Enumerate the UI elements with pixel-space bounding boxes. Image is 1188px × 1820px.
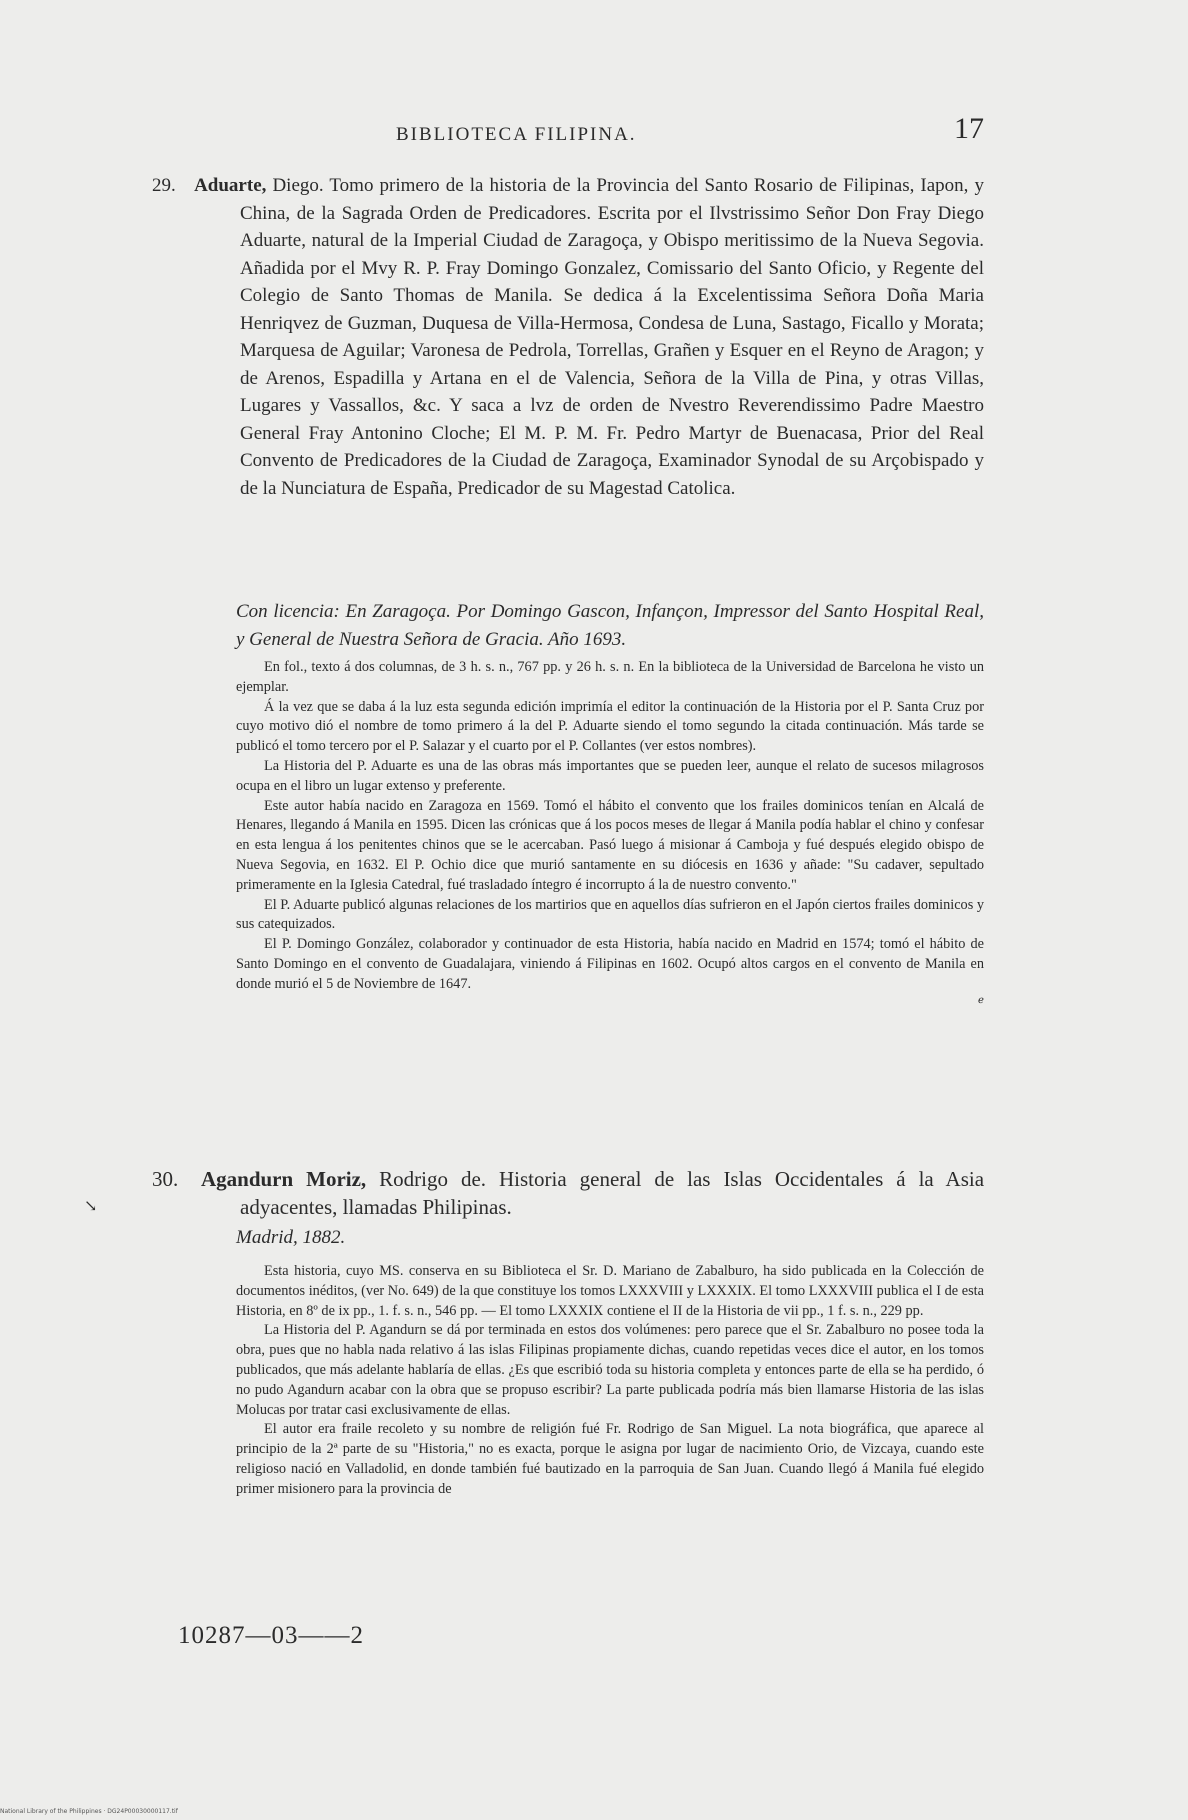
entry-29-imprint: Con licencia: En Zaragoça. Por Domingo Gascon, Infançon, Impressor del Santo Hospital Real, y General de Nuestra Señora de Gracia. Año 1693. bbox=[236, 601, 984, 650]
entry-30-notes bbox=[236, 1262, 984, 1500]
entry-29-notes bbox=[236, 658, 984, 995]
scan-credit: National Library of the Philippines · DG24P00030000117.tif bbox=[0, 1808, 178, 1815]
entry-29-note: Á la vez que se daba á la luz esta segunda edición imprimía el editor la continuación de la Historia por el P. Santa Cruz por cuyo motivo dió el nombre de tomo primero á la del P. Aduarte siendo el tomo segundo la citada continuación. Más tarde se publicó el tomo tercero por el P. Salazar y el cuarto por el P. Collantes (ver estos nombres). bbox=[236, 698, 984, 755]
margin-arrow: ↘ bbox=[84, 1196, 98, 1215]
entry-29-note: El P. Domingo González, colaborador y continuador de esta Historia, había nacido en Madrid en 1574; tomó el hábito de Santo Domingo en el convento de Guadalajara, viniendo á Filipinas en 1602. Ocupó altos cargos en el convento de Manila en donde murió el 5 de Noviembre de 1647. bbox=[236, 936, 984, 992]
entry-29-note: El P. Aduarte publicó algunas relaciones de los martirios que en aquellos días sufrieron en el Japón ciertos frailes dominicos y sus catequizados. bbox=[236, 896, 984, 933]
entry-29-title: Tomo primero de la historia de la Provincia del Santo Rosario de Filipinas, Iapon, y China, de la Sagrada Orden de Predicadores. Escrita por el Ilvstrissimo Señor Don Fray Diego Aduarte, natural de la Imperial Ciudad de Zaragoça, y Obispo meritissimo de la Nueva Segovia. Añadida por el Mvy R. P. Fray Domingo Gonzalez, Comissario del Santo Oficio, y Regente del Colegio de Santo Thomas de Manila. Se dedica á la Excelentissima Señora Doña Maria Henriqvez de Guzman, Duquesa de Villa-Hermosa, Condesa de Luna, Sastago, Ficallo y Morata; Marquesa de Aguilar; Varonesa de Pedrola, Torrellas, Grañen y Esquer en el Reyno de Aragon; y de Arenos, Espadilla y Artana en el de Valencia, Señora de la Villa de Pina, y otras Villas, Lugares y Vassallos, &c. Y saca a lvz de orden de Nvestro Reverendissimo Padre Maestro General Fray Antonino Cloche; El M. P. M. Fr. Pedro Martyr de Buenacasa, Prior del Real Convento de Predicadores de la Ciudad de Zaragoça, Examinador Synodal de su Arçobispado y de la Nunciatura de España, Predicador de su Magestad Catolica. bbox=[240, 175, 984, 499]
entry-29-author-given: Diego. bbox=[266, 175, 324, 196]
entry-29-note: En fol., texto á dos columnas, de 3 h. s. n., 767 pp. y 26 h. s. n. En la biblioteca de la Universidad de Barcelona he visto un ejemplar. bbox=[236, 659, 984, 695]
printer-signature: 10287—03——2 bbox=[178, 1622, 364, 1649]
entry-29-number: 29. bbox=[152, 175, 176, 196]
entry-29-author: Aduarte, bbox=[194, 175, 267, 196]
entry-29-heading bbox=[152, 172, 984, 502]
entry-30-note: La Historia del P. Agandurn se dá por terminada en estos dos volúmenes: pero parece que el Sr. Zabalburo no posee toda la obra, pues que no habla nada relativo á las islas Filipinas propiamente dichas, cuando repetidas veces dice el autor, en los tomos publicados, que más adelante hablaría de ellas. ¿Es que escribió toda su historia completa y entonces parte de ella se ha perdido, ó no pudo Agandurn acabar con la obra que se propuso escribir? La parte publicada podría más bien llamarse Historia de las islas Molucas por tratar casi exclusivamente de ellas. bbox=[236, 1322, 984, 1418]
entry-30-author: Agandurn Moriz, bbox=[200, 1167, 367, 1191]
entry-30-imprint: Madrid, 1882. bbox=[236, 1227, 346, 1248]
entry-30-number: 30. bbox=[152, 1167, 179, 1191]
entry-30-title: Historia general de las Islas Occidentales á la Asia adyacentes, llamadas Philipinas. bbox=[240, 1167, 985, 1219]
running-title: BIBLIOTECA FILIPINA. bbox=[396, 124, 637, 145]
entry-30-author-given: Rodrigo de. bbox=[366, 1167, 487, 1191]
entry-29-note: La Historia del P. Aduarte es una de las obras más importantes que se pueden leer, aunque el relato de sucesos milagrosos ocupa en el libro un lugar extenso y preferente. bbox=[236, 757, 984, 794]
running-head bbox=[236, 112, 984, 152]
entry-30-note: El autor era fraile recoleto y su nombre de religión fué Fr. Rodrigo de San Miguel. La nota biográfica, que aparece al principio de la 2ª parte de su "Historia," no es exacta, porque le asigna por lugar de nacimiento Orio, de Vizcaya, cuando este religioso nació en Valladolid, en donde también fué bautizado en la parroquia de San Juan. Cuando llegó á Manila fué elegido primer misionero para la provincia de bbox=[236, 1421, 984, 1497]
entry-30-note: Esta historia, cuyo MS. conserva en su Biblioteca el Sr. D. Mariano de Zabalburo, ha sido publicada en la Colección de documentos inéditos, (ver No. 649) de la que constituye los tomos LXXXVIII y LXXXIX. El tomo LXXXVIII publica el I de esta Historia, en 8º de ix pp., 1. f. s. n., 546 pp. — El tomo LXXXIX contiene el II de la Historia de vii pp., 1 f. s. n., 229 pp. bbox=[236, 1263, 984, 1319]
entry-29-note: Este autor había nacido en Zaragoza en 1569. Tomó el hábito el convento que los frailes dominicos tenían en Alcalá de Henares, llegando á Manila en 1595. Dicen las crónicas que á los pocos meses de llegar á Manila podía hablar el chino y confesar en esta lengua á los penitentes chinos que se le acercaban. Pasó luego á misionar á Camboja y fué después elegido obispo de Nueva Segovia, en 1632. El P. Ochio dice que murió santamente en su diócesis en 1636 y añade: "Su cadaver, sepultado primeramente en la Iglesia Catedral, fué trasladado íntegro é incorrupto á la de nuestro convento." bbox=[236, 797, 984, 893]
margin-mark: ℯ bbox=[978, 995, 984, 1006]
entry-30-heading bbox=[152, 1166, 984, 1221]
page-number: 17 bbox=[954, 112, 984, 145]
